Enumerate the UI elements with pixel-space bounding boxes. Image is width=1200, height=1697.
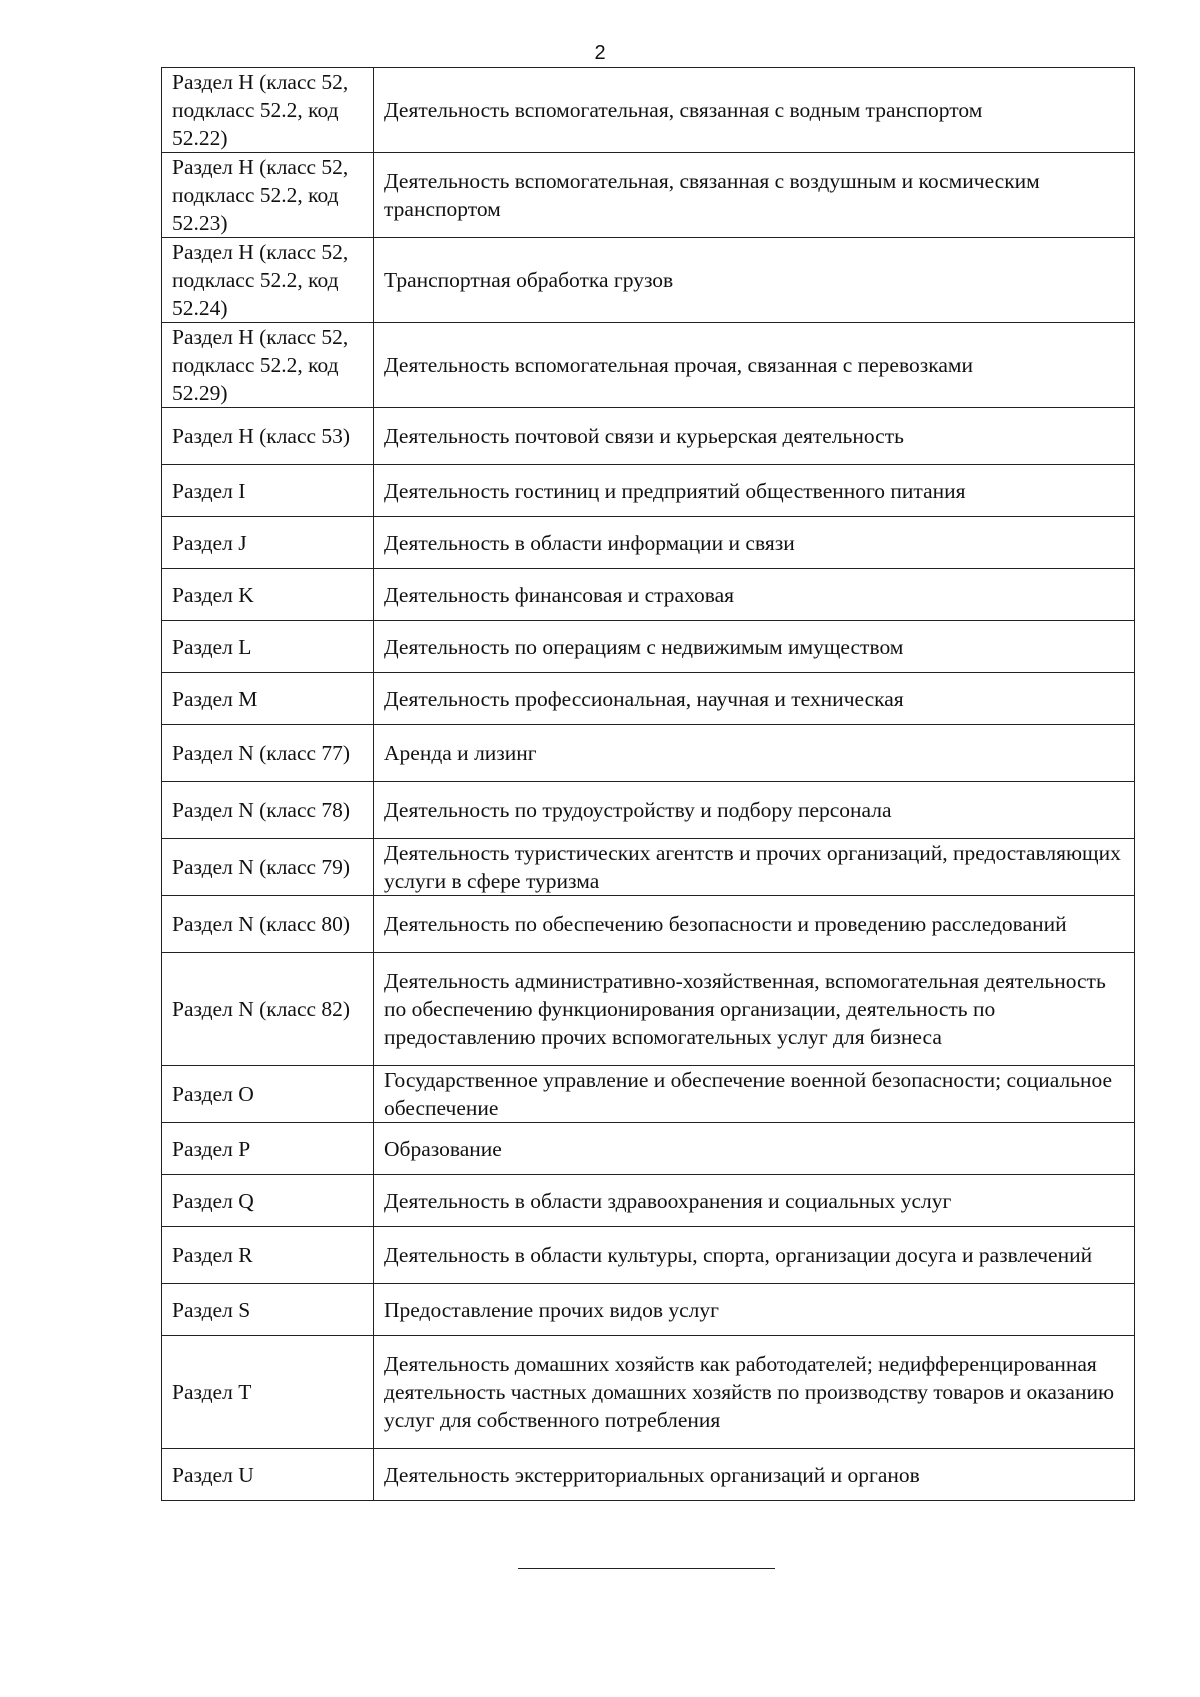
section-code-cell: Раздел P — [162, 1123, 374, 1175]
activity-description-cell: Образование — [374, 1123, 1135, 1175]
table-row — [162, 673, 1135, 725]
activity-description-cell: Деятельность в области культуры, спорта, организации досуга и развлечений — [374, 1227, 1135, 1284]
table-row — [162, 569, 1135, 621]
section-code-cell: Раздел N (класс 80) — [162, 896, 374, 953]
section-code-cell: Раздел N (класс 77) — [162, 725, 374, 782]
section-code-cell: Раздел J — [162, 517, 374, 569]
section-code-cell: Раздел S — [162, 1284, 374, 1336]
table-row — [162, 238, 1135, 323]
activity-description-cell: Деятельность домашних хозяйств как работодателей; недифференцированная деятельность частных домашних хозяйств по производству товаров и оказанию услуг для собственного потребления — [374, 1336, 1135, 1449]
section-code-cell: Раздел T — [162, 1336, 374, 1449]
activity-description-cell: Деятельность по трудоустройству и подбору персонала — [374, 782, 1135, 839]
table-row — [162, 323, 1135, 408]
activity-description-cell: Деятельность в области информации и связи — [374, 517, 1135, 569]
footer-separator-line — [518, 1568, 775, 1569]
section-code-cell: Раздел R — [162, 1227, 374, 1284]
table-row — [162, 68, 1135, 153]
page-number: 2 — [594, 42, 606, 64]
activity-description-cell: Предоставление прочих видов услуг — [374, 1284, 1135, 1336]
table-row — [162, 1284, 1135, 1336]
table-row — [162, 621, 1135, 673]
activity-description-cell: Деятельность гостиниц и предприятий общественного питания — [374, 465, 1135, 517]
table-row — [162, 953, 1135, 1066]
activity-description-cell: Деятельность вспомогательная прочая, связанная с перевозками — [374, 323, 1135, 408]
table-row — [162, 408, 1135, 465]
activity-description-cell: Деятельность вспомогательная, связанная с воздушным и космическим транспортом — [374, 153, 1135, 238]
table-row — [162, 1449, 1135, 1501]
section-code-cell: Раздел K — [162, 569, 374, 621]
table-row — [162, 465, 1135, 517]
section-code-cell: Раздел H (класс 52, подкласс 52.2, код 52.29) — [162, 323, 374, 408]
section-code-cell: Раздел L — [162, 621, 374, 673]
activity-description-cell: Деятельность экстерриториальных организаций и органов — [374, 1449, 1135, 1501]
activity-description-cell: Деятельность административно-хозяйственная, вспомогательная деятельность по обеспечению функционирования организации, деятельность по предоставлению прочих вспомогательных услуг для бизнеса — [374, 953, 1135, 1066]
section-code-cell: Раздел M — [162, 673, 374, 725]
activity-description-cell: Деятельность вспомогательная, связанная с водным транспортом — [374, 68, 1135, 153]
okved-table — [161, 67, 1135, 1501]
activity-description-cell: Транспортная обработка грузов — [374, 238, 1135, 323]
table-row — [162, 725, 1135, 782]
section-code-cell: Раздел H (класс 53) — [162, 408, 374, 465]
activity-description-cell: Государственное управление и обеспечение военной безопасности; социальное обеспечение — [374, 1066, 1135, 1123]
section-code-cell: Раздел H (класс 52, подкласс 52.2, код 52.23) — [162, 153, 374, 238]
table-row — [162, 1227, 1135, 1284]
section-code-cell: Раздел N (класс 79) — [162, 839, 374, 896]
section-code-cell: Раздел N (класс 78) — [162, 782, 374, 839]
section-code-cell: Раздел N (класс 82) — [162, 953, 374, 1066]
table-row — [162, 1336, 1135, 1449]
activity-description-cell: Аренда и лизинг — [374, 725, 1135, 782]
table-row — [162, 153, 1135, 238]
activity-description-cell: Деятельность профессиональная, научная и техническая — [374, 673, 1135, 725]
table-row — [162, 896, 1135, 953]
table-row — [162, 782, 1135, 839]
table-row — [162, 1066, 1135, 1123]
activity-description-cell: Деятельность финансовая и страховая — [374, 569, 1135, 621]
activity-description-cell: Деятельность в области здравоохранения и социальных услуг — [374, 1175, 1135, 1227]
table-row — [162, 1175, 1135, 1227]
table-row — [162, 517, 1135, 569]
section-code-cell: Раздел U — [162, 1449, 374, 1501]
activity-description-cell: Деятельность по операциям с недвижимым имуществом — [374, 621, 1135, 673]
table-row — [162, 839, 1135, 896]
activity-description-cell: Деятельность туристических агентств и прочих организаций, предоставляющих услуги в сфере туризма — [374, 839, 1135, 896]
section-code-cell: Раздел Q — [162, 1175, 374, 1227]
section-code-cell: Раздел O — [162, 1066, 374, 1123]
table-row — [162, 1123, 1135, 1175]
section-code-cell: Раздел H (класс 52, подкласс 52.2, код 52.22) — [162, 68, 374, 153]
activity-description-cell: Деятельность почтовой связи и курьерская деятельность — [374, 408, 1135, 465]
section-code-cell: Раздел I — [162, 465, 374, 517]
section-code-cell: Раздел H (класс 52, подкласс 52.2, код 52.24) — [162, 238, 374, 323]
activity-description-cell: Деятельность по обеспечению безопасности и проведению расследований — [374, 896, 1135, 953]
